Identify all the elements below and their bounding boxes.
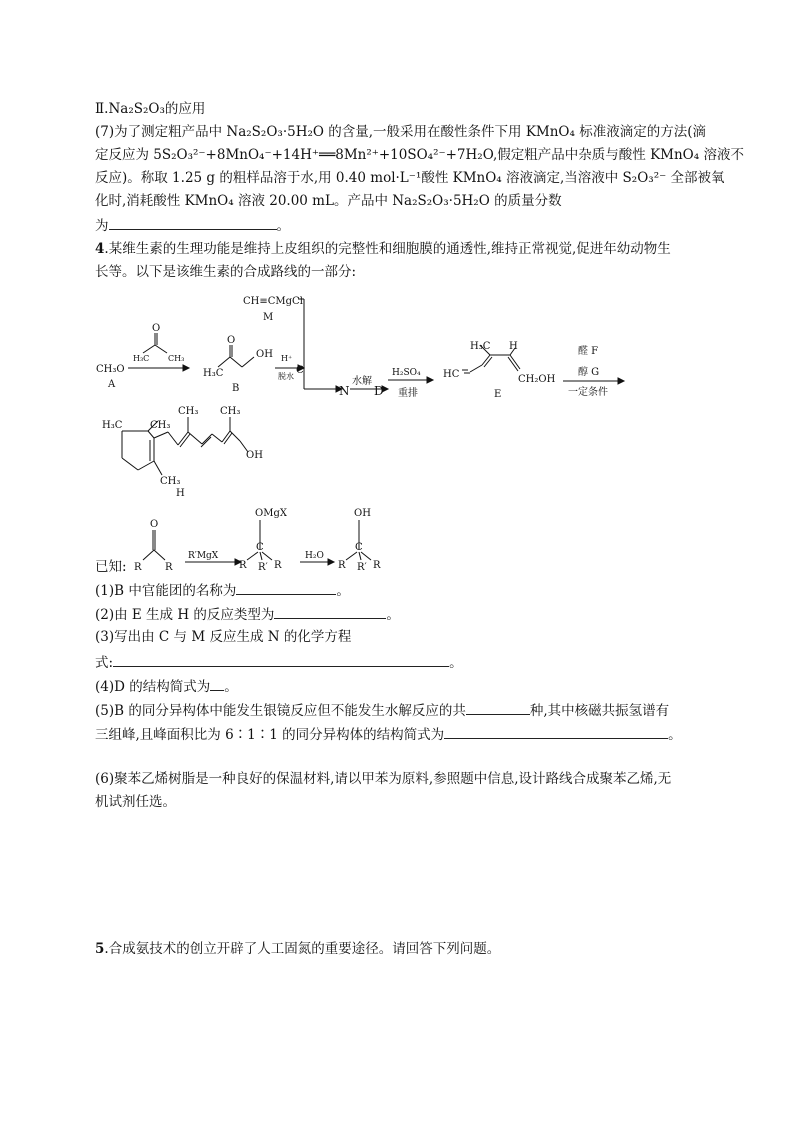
known-reagent-1: R′MgX	[188, 551, 219, 561]
sub5-end: 。	[668, 727, 682, 743]
cond-alcohol-g: 醇 G	[578, 367, 600, 378]
sub5-count-blank[interactable]	[466, 700, 530, 715]
q7-answer-blank[interactable]	[109, 215, 277, 230]
cond-h2so4: H₂SO₄	[392, 368, 421, 378]
known-rprime2: R′	[357, 562, 367, 573]
sub-question-1	[95, 580, 350, 600]
cond-c1: H⁺	[281, 354, 293, 363]
sub-question-3-line-2	[95, 652, 463, 672]
sub2-text: (2)由 E 生成 H 的反应类型为	[95, 607, 275, 623]
b-h3c: H₃C	[203, 368, 224, 379]
reagent-m: CH≡CMgCl	[243, 296, 303, 307]
sub-question-5-line-2	[95, 724, 682, 744]
q4-intro: .某维生素的生理功能是维持上皮组织的完整性和细胞膜的通透性,维持正常视觉,促进年幼动物生	[104, 241, 671, 257]
sub-question-5	[95, 700, 669, 720]
e-h: H	[509, 341, 518, 352]
known-r1: R	[134, 562, 142, 573]
known-c1: C	[256, 542, 264, 553]
sub3-answer-blank[interactable]	[113, 652, 449, 667]
e-hc: HC	[443, 369, 460, 380]
sub3-end: 。	[449, 655, 463, 671]
sub1-end: 。	[336, 583, 350, 599]
sub1-answer-blank[interactable]	[236, 580, 336, 595]
sub3-prefix: 式:	[95, 655, 114, 671]
sub1-text: (1)B 中官能团的名称为	[95, 583, 237, 599]
label-d: D	[374, 384, 384, 398]
label-e: E	[494, 389, 502, 400]
sub4-answer-blank[interactable]	[210, 676, 224, 691]
known-omgx: OMgX	[255, 508, 287, 519]
q7-line-1: (7)为了测定粗产品中 Na₂S₂O₃·5H₂O 的含量,一般采用在酸性条件下用 KMnO₄ 标准液滴定的方法(滴	[95, 124, 706, 140]
known-r5: R	[338, 560, 346, 571]
b-oh: OH	[256, 349, 273, 360]
e-ch2oh: CH₂OH	[518, 374, 556, 385]
q7-line-3: 反应)。称取 1.25 g 的粗样品溶于水,用 0.40 mol·L⁻¹酸性 KMnO₄ 溶液滴定,当溶液中 S₂O₃²⁻ 全部被氧	[95, 170, 725, 186]
sub-question-6: (6)聚苯乙烯树脂是一种良好的保温材料,请以甲苯为原料,参照题中信息,设计路线合成聚苯乙烯,无	[95, 771, 672, 787]
sub2-end: 。	[386, 607, 400, 623]
sub5-line-2: 三组峰,且峰面积比为 6∶1∶1 的同分异构体的结构简式为	[95, 727, 445, 743]
h-ch3-ring: CH₃	[150, 420, 171, 431]
label-c: C	[296, 365, 304, 376]
reagent-ch3: CH₃	[168, 354, 185, 363]
known-c2: C	[355, 542, 363, 553]
q5-text: .合成氨技术的创立开辟了人工固氮的重要途径。请回答下列问题。	[104, 941, 501, 957]
sub5-text: (5)B 的同分异构体中能发生银镜反应但不能发生水解反应的共	[95, 703, 466, 719]
q4-line-1	[95, 240, 671, 258]
known-r6: R	[373, 560, 381, 571]
h-ch3-chain1: CH₃	[178, 406, 199, 417]
reagent-o: O	[152, 323, 161, 334]
q7-prefix: 为	[95, 218, 109, 234]
label-a: A	[108, 379, 116, 390]
label-h: H	[176, 488, 185, 499]
sub-question-2	[95, 604, 400, 624]
reagent-h3c: H₃C	[133, 354, 150, 363]
cond-c2: 脱水	[278, 372, 294, 381]
q4-number: 4	[95, 241, 105, 257]
known-reagent-2: H₂O	[305, 551, 324, 561]
cond-aldehyde-f: 醛 F	[578, 346, 599, 357]
arrow-head	[183, 365, 189, 371]
section-heading: Ⅱ.Na₂S₂O₃的应用	[95, 101, 206, 117]
label-n: N	[339, 384, 350, 398]
h-ch3-bottom: CH₃	[160, 476, 181, 487]
q5-number: 5	[95, 941, 105, 957]
known-r2: R	[165, 562, 173, 573]
sub4-text: (4)D 的结构简式为	[95, 679, 211, 695]
known-rprime1: R′	[258, 562, 268, 573]
known-o: O	[150, 519, 159, 530]
cond-certain: 一定条件	[568, 387, 608, 398]
q7-suffix: 。	[276, 218, 290, 234]
label-m: M	[263, 312, 274, 323]
known-oh: OH	[354, 508, 371, 519]
e-h3c: H₃C	[470, 341, 491, 352]
b-o: O	[227, 335, 236, 346]
sub-question-6-line-2: 机试剂任选。	[95, 794, 176, 810]
h-ch3-chain2: CH₃	[220, 406, 241, 417]
q7-line-4: 化时,消耗酸性 KMnO₄ 溶液 20.00 mL。产品中 Na₂S₂O₃·5H₂O 的质量分数	[95, 193, 562, 209]
known-r3: R	[239, 560, 247, 571]
synthesis-scheme	[0, 285, 794, 505]
a-formula: CH₃O	[96, 364, 125, 375]
sub5-structure-blank[interactable]	[444, 724, 668, 739]
h-h3c: H₃C	[102, 420, 123, 431]
q7-line-5	[95, 215, 290, 235]
label-b: B	[232, 383, 240, 394]
sub5-mid: 种,其中核磁共振氢谱有	[529, 703, 670, 719]
cond-rearrange: 重排	[398, 388, 418, 399]
cond-hydrolysis: 水解	[352, 376, 372, 387]
sub-question-4	[95, 676, 238, 696]
q5-line	[95, 940, 500, 958]
known-label: 已知:	[95, 559, 127, 575]
q7-line-2: 定反应为 5S₂O₃²⁻+8MnO₄⁻+14H⁺══8Mn²⁺+10SO₄²⁻+7H₂O,假定粗产品中杂质与酸性 KMnO₄ 溶液不	[95, 147, 744, 163]
known-r4: R	[274, 560, 282, 571]
sub-question-3: (3)写出由 C 与 M 反应生成 N 的化学方程	[95, 629, 352, 645]
sub2-answer-blank[interactable]	[274, 604, 386, 619]
h-oh: OH	[246, 450, 263, 461]
q4-line-2: 长等。以下是该维生素的合成路线的一部分:	[95, 264, 357, 280]
sub4-end: 。	[224, 679, 238, 695]
